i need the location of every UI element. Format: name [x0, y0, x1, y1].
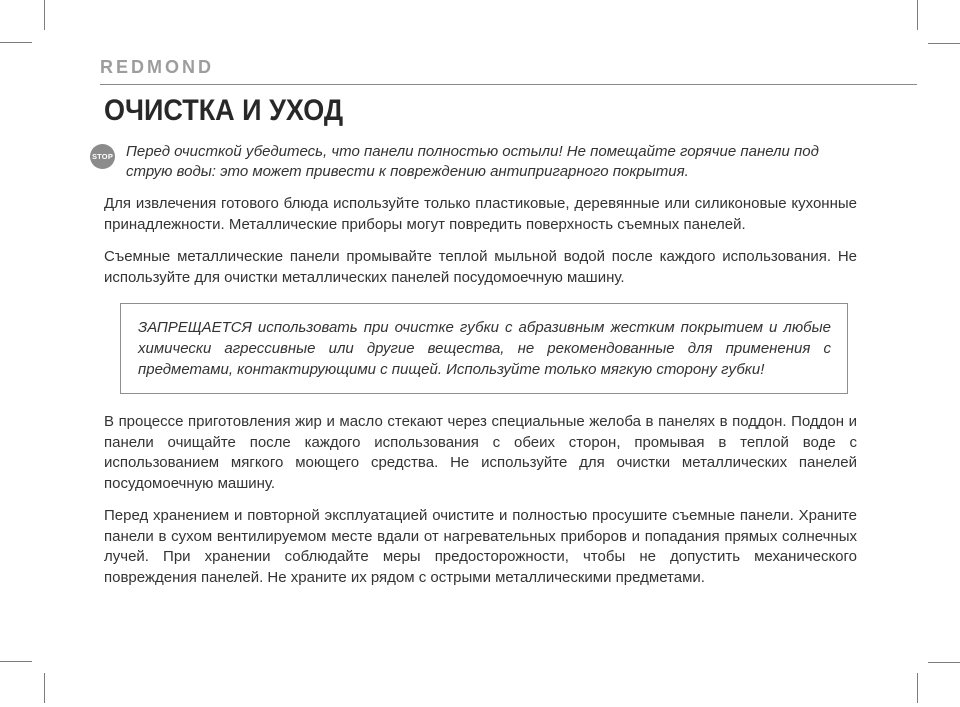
paragraph: В процессе приготовления жир и масло стекают через специальные желоба в панелях в поддон. Поддон и панели очищайте после каждого использования с обеих сторон, промывая в теплой воде с использованием мягкого моющего средства. Не используйте для очистки металлических панелей посудомоечную машину. [104, 413, 857, 492]
paragraph: Для извлечения готового блюда используйте только пластиковые, деревянные или силиконовые кухонные принадлежности. Металлические приборы могут повредить поверхность съемных панелей. [104, 195, 857, 233]
crop-mark-bottom-right-vertical [917, 673, 918, 703]
crop-mark-top-left-vertical [44, 0, 45, 30]
crop-mark-top-right-horizontal [928, 43, 960, 44]
brand-logo: REDMOND [100, 57, 214, 77]
paragraph: Перед хранением и повторной эксплуатацией очистите и полностью просушите съемные панели. Храните панели в сухом вентилируемом месте вдали от нагревательных приборов и попадания прямых солнечных лучей. При хранении соблюдайте меры предосторожности, чтобы не допустить механического повреждения панелей. Не храните их рядом с острыми металлическими предметами. [104, 507, 857, 586]
crop-mark-top-left-horizontal [0, 42, 32, 43]
paragraph: Съемные металлические панели промывайте теплой мыльной водой после каждого использования. Не используйте для очистки металлических панелей посудомоечную машину. [104, 248, 857, 286]
caution-note-text: Перед очисткой убедитесь, что панели полностью остыли! Не помещайте горячие панели под струю воды: это может привести к повреждению антипригарного покрытия. [126, 143, 819, 180]
crop-mark-top-right-vertical [917, 0, 918, 30]
crop-mark-bottom-left-vertical [44, 673, 45, 703]
page-title: ОЧИСТКА И УХОД [104, 94, 344, 127]
crop-mark-bottom-right-horizontal [928, 662, 960, 663]
page-content [91, 0, 857, 588]
crop-mark-bottom-left-horizontal [0, 661, 32, 662]
caution-note [91, 142, 857, 182]
header-rule [100, 84, 917, 85]
stop-icon: STOP [90, 144, 115, 169]
warning-box: ЗАПРЕЩАЕТСЯ использовать при очистке губки с абразивным жестким покрытием и любые химически агрессивные или другие вещества, не рекомендованные для применения с предметами, контактирующими с пищей. Используйте только мягкую сторону губки! [120, 303, 848, 394]
